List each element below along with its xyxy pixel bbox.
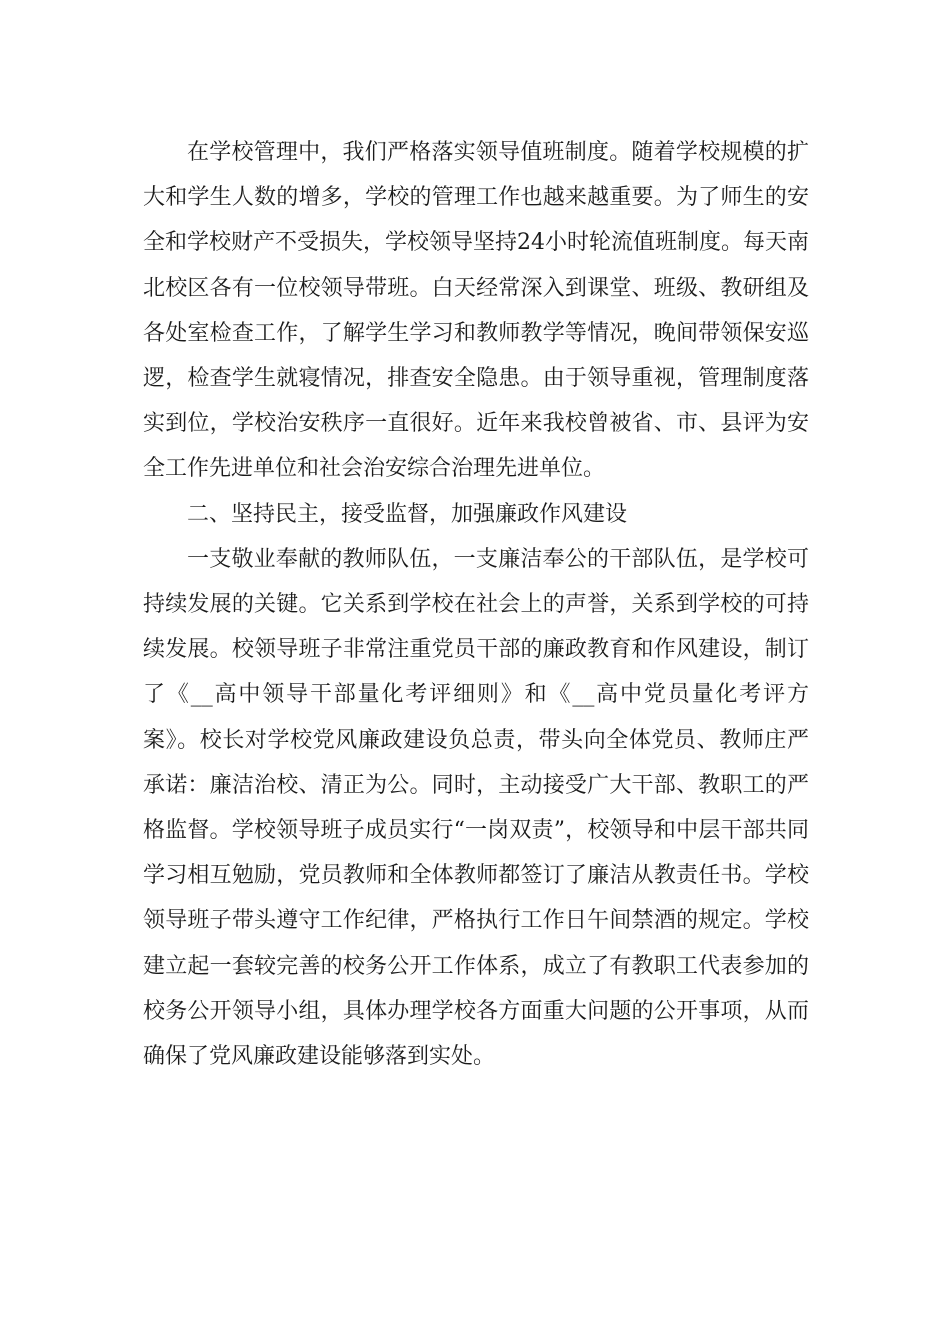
document-body: [143, 130, 809, 1079]
section-heading-democracy: 二、坚持民主，接受监督，加强廉政作风建设: [187, 501, 628, 527]
paragraph-integrity-building: 一支敬业奉献的教师队伍，一支廉洁奉公的干部队伍，是学校可持续发展的关键。它关系到学校在社会上的声誉，关系到学校的可持续发展。校领导班子非常注重党员干部的廉政教育和作风建设，制订了《__高中领导干部量化考评细则》和《__高中党员量化考评方案》。校长对学校党风廉政建设负总责，带头向全体党员、教师庄严承诺：廉洁治校、清正为公。同时，主动接受广大干部、教职工的严格监督。学校领导班子成员实行“一岗双责”，校领导和中层干部共同学习相互勉励，党员教师和全体教师都签订了廉洁从教责任书。学校领导班子带头遵守工作纪律，严格执行工作日午间禁酒的规定。学校建立起一套较完善的校务公开工作体系，成立了有教职工代表参加的校务公开领导小组，具体办理学校各方面重大问题的公开事项，从而确保了党风廉政建设能够落到实处。: [143, 546, 809, 1070]
paragraph-duty-system: 在学校管理中，我们严格落实领导值班制度。随着学校规模的扩大和学生人数的增多，学校的管理工作也越来越重要。为了师生的安全和学校财产不受损失，学校领导坚持24小时轮流值班制度。每天南北校区各有一位校领导带班。白天经常深入到课堂、班级、教研组及各处室检查工作，了解学生学习和教师教学等情况，晚间带领保安巡逻，检查学生就寝情况，排查安全隐患。由于领导重视，管理制度落实到位，学校治安秩序一直很好。近年来我校曾被省、市、县评为安全工作先进单位和社会治安综合治理先进单位。: [143, 140, 809, 482]
